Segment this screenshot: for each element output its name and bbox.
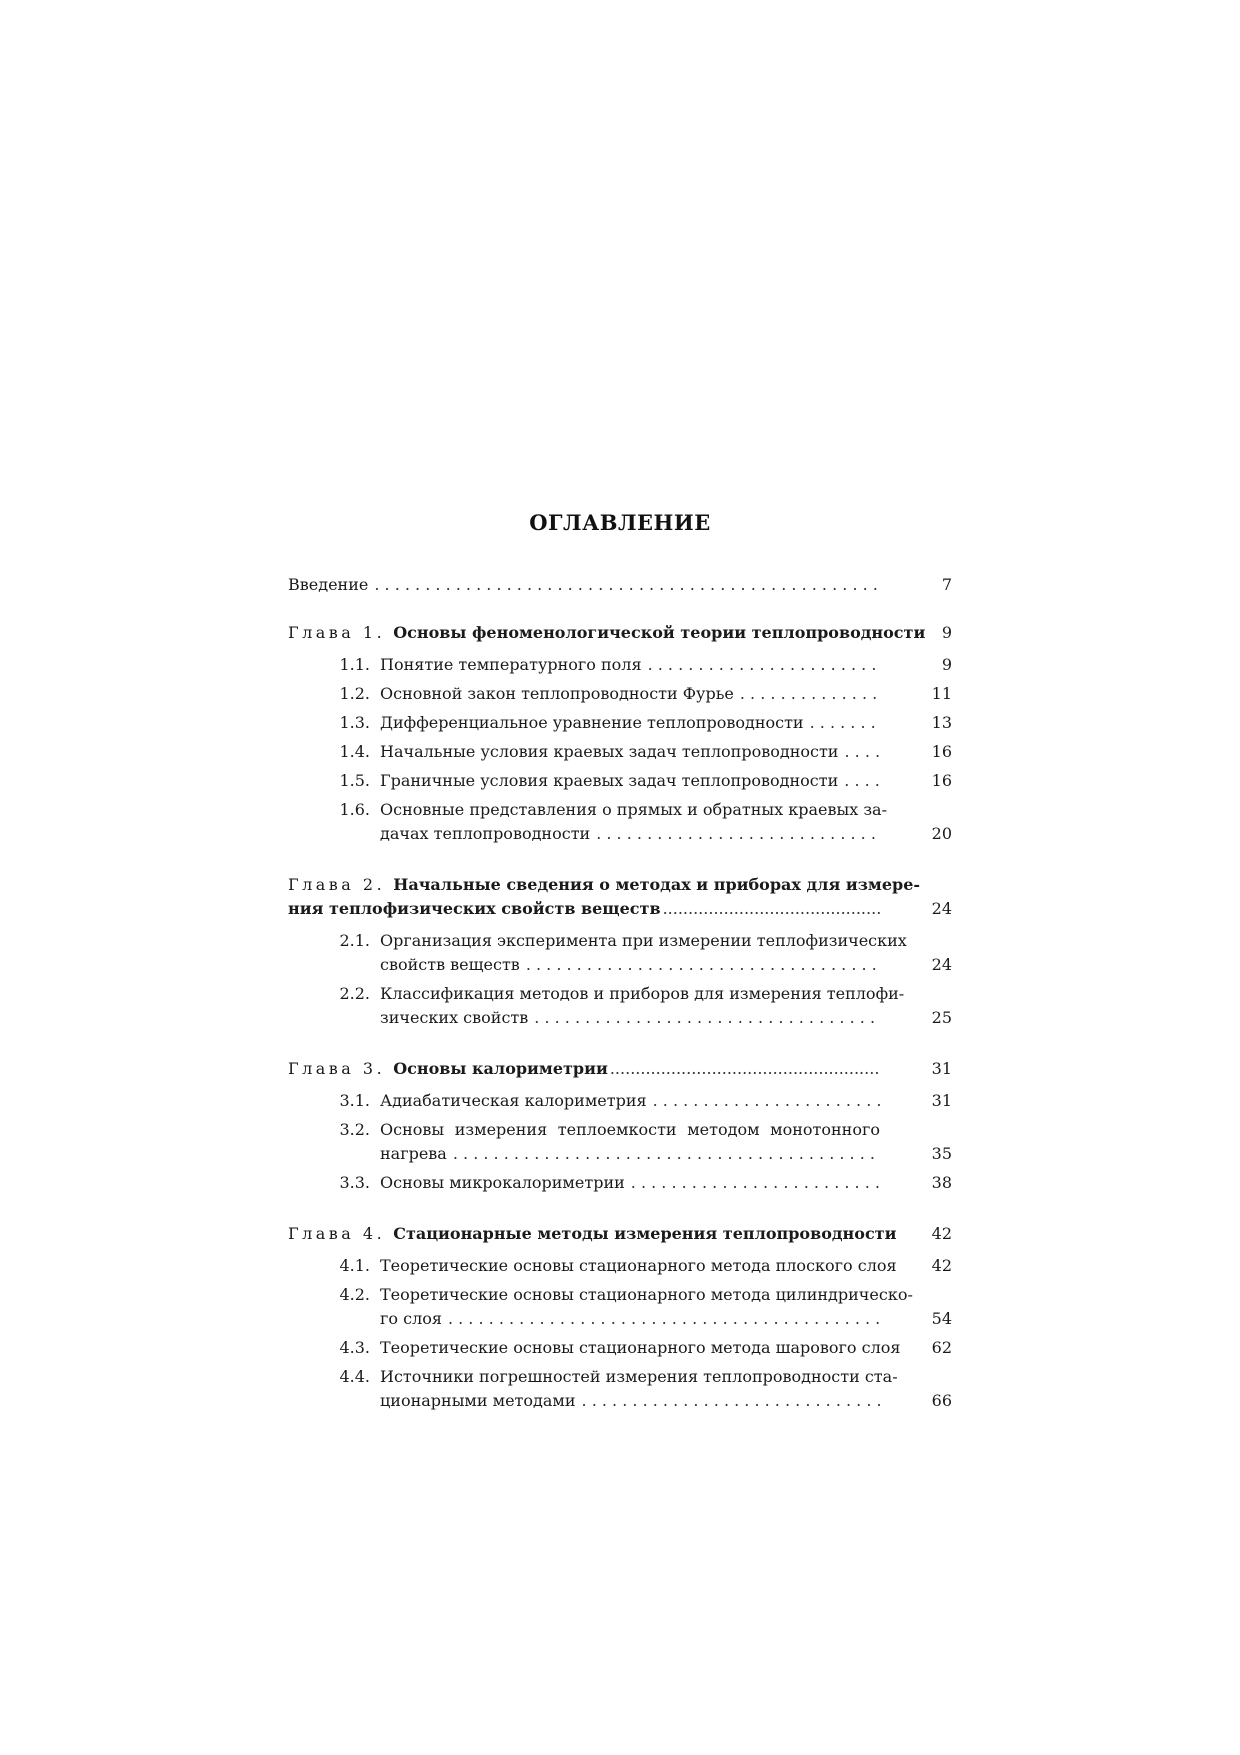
toc-entry-intro[interactable] — [288, 573, 952, 597]
section-title-line-2: го слоя — [380, 1309, 442, 1328]
section-number: 1.4. — [339, 742, 370, 761]
page-number: 24 — [931, 955, 952, 974]
chapter-label: Глава 1. — [288, 623, 386, 642]
section-title-line-2: нагрева — [380, 1144, 447, 1163]
page-number: 31 — [931, 1091, 952, 1110]
toc-chapter-3[interactable] — [288, 1057, 952, 1081]
toc-section-4-3[interactable] — [288, 1336, 952, 1360]
toc-chapter-4[interactable] — [288, 1222, 952, 1246]
section-number: 4.2. — [339, 1285, 370, 1304]
page-number: 35 — [931, 1144, 952, 1163]
section-number: 4.4. — [339, 1367, 370, 1386]
page-number: 16 — [931, 742, 952, 761]
chapter-title-line-2: ния теплофизических свойств веществ — [288, 899, 661, 918]
toc-section-1-2[interactable] — [288, 682, 952, 706]
section-title: Теоретические основы стационарного метода шарового слоя — [380, 1338, 901, 1357]
toc-section-4-4[interactable] — [288, 1365, 952, 1413]
section-title: Дифференциальное уравнение теплопроводности — [380, 713, 804, 732]
page-number: 54 — [931, 1309, 952, 1328]
chapter-title: Основы феноменологической теории теплопроводности — [393, 623, 926, 642]
chapter-title-line-1: Начальные сведения о методах и приборах для измере- — [393, 875, 921, 894]
page-number: 7 — [941, 575, 952, 594]
section-number: 1.2. — [339, 684, 370, 703]
section-number: 3.1. — [339, 1091, 370, 1110]
section-number: 2.2. — [339, 984, 370, 1003]
section-title-line-1: Классификация методов и приборов для измерения теплофи- — [380, 984, 905, 1003]
section-title: Начальные условия краевых задач теплопроводности — [380, 742, 839, 761]
section-number: 3.2. — [339, 1120, 370, 1139]
section-title: Граничные условия краевых задач теплопроводности — [380, 771, 839, 790]
toc-section-3-1[interactable] — [288, 1089, 952, 1113]
section-number: 1.6. — [339, 800, 370, 819]
page-number: 13 — [931, 713, 952, 732]
chapter-label: Глава 4. — [288, 1224, 386, 1243]
toc-section-1-3[interactable] — [288, 711, 952, 735]
section-title-line-1: Основные представления о прямых и обратных краевых за- — [380, 800, 887, 819]
toc-section-4-2[interactable] — [288, 1283, 952, 1331]
section-title: Основной закон теплопроводности Фурье — [380, 684, 734, 703]
toc-chapter-2[interactable] — [288, 873, 952, 921]
page-number: 42 — [931, 1224, 952, 1243]
page-number: 11 — [931, 684, 952, 703]
section-title: Теоретические основы стационарного метода плоского слоя — [380, 1256, 897, 1275]
section-number: 1.3. — [339, 713, 370, 732]
section-title-line-2: дачах теплопроводности — [380, 824, 591, 843]
section-title-line-1: Организация эксперимента при измерении теплофизических — [380, 931, 907, 950]
chapter-label: Глава 3. — [288, 1059, 386, 1078]
toc-title: ОГЛАВЛЕНИЕ — [529, 510, 711, 535]
page-number: 16 — [931, 771, 952, 790]
toc-section-3-3[interactable] — [288, 1171, 952, 1195]
page-number: 9 — [941, 623, 952, 642]
page-number: 9 — [941, 655, 952, 674]
section-title-line-1: Основы измерения теплоемкости методом монотонного — [380, 1120, 880, 1139]
page-number: 38 — [931, 1173, 952, 1192]
section-title: Основы микрокалориметрии — [380, 1173, 625, 1192]
table-of-contents — [288, 510, 952, 1418]
section-number: 1.5. — [339, 771, 370, 790]
section-title-line-1: Теоретические основы стационарного метода цилиндрическо- — [380, 1285, 913, 1304]
page-number: 66 — [931, 1391, 952, 1410]
chapter-title: Стационарные методы измерения теплопроводности — [393, 1224, 897, 1243]
page-number: 24 — [931, 899, 952, 918]
section-number: 2.1. — [339, 931, 370, 950]
page-number: 31 — [931, 1059, 952, 1078]
toc-section-2-2[interactable] — [288, 982, 952, 1030]
page-number: 20 — [931, 824, 952, 843]
toc-section-1-6[interactable] — [288, 798, 952, 846]
page-number: 62 — [931, 1338, 952, 1357]
toc-chapter-1[interactable] — [288, 621, 952, 645]
section-title-line-2: зических свойств — [380, 1008, 529, 1027]
page-number: 25 — [931, 1008, 952, 1027]
section-title: Адиабатическая калориметрия — [380, 1091, 647, 1110]
toc-section-4-1[interactable] — [288, 1254, 952, 1278]
chapter-label: Глава 2. — [288, 875, 386, 894]
section-title-line-2: ционарными методами — [380, 1391, 576, 1410]
toc-section-3-2[interactable] — [288, 1118, 952, 1166]
entry-text: Введение — [288, 575, 369, 594]
section-number: 4.1. — [339, 1256, 370, 1275]
section-title-line-1: Источники погрешностей измерения теплопроводности ста- — [380, 1367, 898, 1386]
section-number: 3.3. — [339, 1173, 370, 1192]
toc-section-2-1[interactable] — [288, 929, 952, 977]
section-title: Понятие температурного поля — [380, 655, 642, 674]
section-number: 4.3. — [339, 1338, 370, 1357]
toc-section-1-1[interactable] — [288, 653, 952, 677]
section-number: 1.1. — [339, 655, 370, 674]
chapter-title: Основы калориметрии — [393, 1059, 608, 1078]
toc-section-1-5[interactable] — [288, 769, 952, 793]
page-number: 42 — [931, 1256, 952, 1275]
toc-section-1-4[interactable] — [288, 740, 952, 764]
section-title-line-2: свойств веществ — [380, 955, 520, 974]
